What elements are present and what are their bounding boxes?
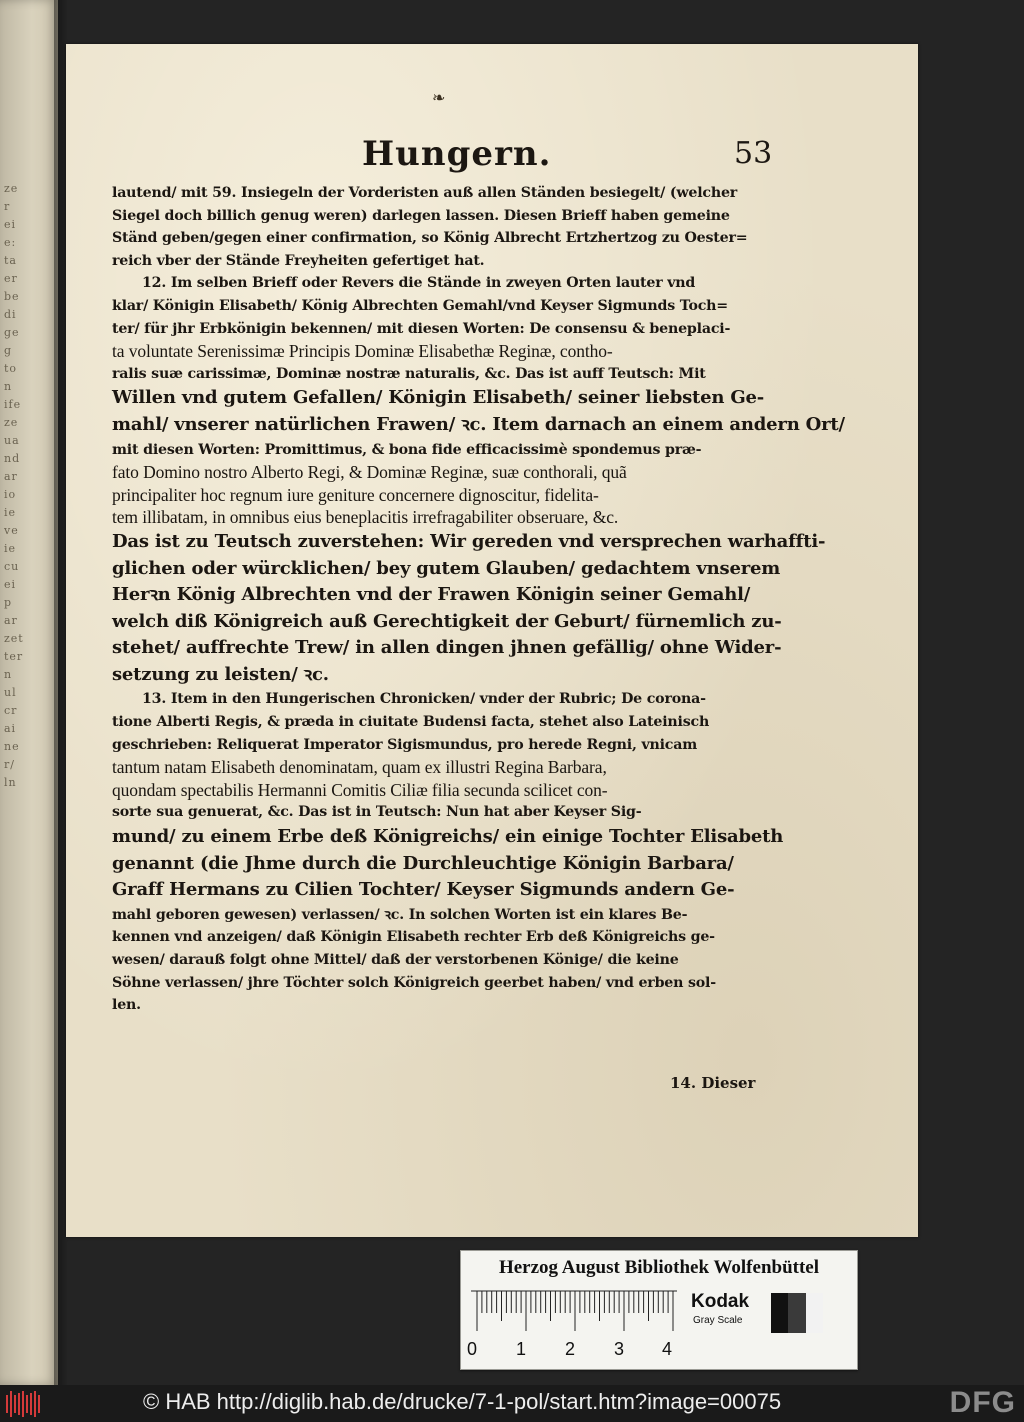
text-line: wesen/ darauß folgt ohne Mittel/ daß der verstorbenen Könige/ die keine <box>112 952 679 968</box>
margin-fragment: r/ <box>4 758 15 771</box>
ruler-number: 0 <box>467 1339 478 1359</box>
page-ornament: ❧ <box>432 88 446 107</box>
margin-fragment: ul <box>4 686 17 699</box>
neighbour-page-edge <box>0 0 58 1385</box>
barcode-icon <box>6 1391 40 1417</box>
neighbour-page-margin-text <box>4 180 44 792</box>
margin-fragment: ie <box>4 542 17 555</box>
text-line: 12. Im selben Brieff oder Revers die Stände in zweyen Orten lauter vnd <box>142 275 696 292</box>
ruler-numbers <box>461 1339 701 1361</box>
margin-fragment: ar <box>4 470 18 483</box>
margin-fragment: e: <box>4 236 17 249</box>
margin-fragment: n <box>4 380 13 393</box>
ruler-icon <box>471 1289 677 1335</box>
page-header <box>66 134 918 178</box>
text-line: Söhne verlassen/ jhre Töchter solch Königreich geerbet haben/ vnd erben sol- <box>112 974 716 991</box>
margin-fragment: r <box>4 200 11 213</box>
margin-fragment: cr <box>4 704 18 717</box>
margin-fragment: ei <box>4 218 17 231</box>
margin-fragment: ai <box>4 722 17 735</box>
text-line: mit diesen Worten: Promittimus, & bona fide efficacissimè spondemus præ- <box>112 441 702 458</box>
ruler-number: 1 <box>516 1339 527 1359</box>
text-line: mund/ zu einem Erbe deß Königreichs/ ein einige Tochter Elisabeth <box>112 826 784 848</box>
text-line: setzung zu leisten/ ꝛc. <box>112 663 329 685</box>
text-line: Siegel doch billich genug weren) darlegen lassen. Diesen Brieff haben gemeine <box>112 207 730 224</box>
text-line: stehet/ auffrechte Trew/ in allen dingen jhnen gefällig/ ohne Wider- <box>112 637 782 659</box>
catchword: 14. Dieser <box>670 1074 756 1092</box>
text-line: Graff Hermans zu Cilien Tochter/ Keyser Sigmunds andern Ge- <box>112 879 735 901</box>
text-line: ralis suæ carissimæ, Dominæ nostræ naturalis, &c. Das ist auff Teutsch: Mit <box>112 365 706 382</box>
text-line: geschrieben: Reliquerat Imperator Sigismundus, pro herede Regni, vnicam <box>112 736 698 753</box>
margin-fragment: ve <box>4 524 19 537</box>
text-line: Herꝛn König Albrechten vnd der Frawen Königin seiner Gemahl/ <box>112 584 751 606</box>
book-page <box>66 44 918 1237</box>
margin-fragment: io <box>4 488 17 501</box>
ruler-number: 4 <box>662 1339 673 1359</box>
margin-fragment: ze <box>4 416 19 429</box>
text-line: glichen oder würcklichen/ bey gutem Glauben/ gedachtem vnserem <box>112 557 781 579</box>
margin-fragment: ze <box>4 182 19 195</box>
margin-fragment: ar <box>4 614 18 627</box>
text-line: tem illibatam, in omnibus eius beneplacitis irrefragabiliter obseruare, &c. <box>112 507 619 528</box>
margin-fragment: ge <box>4 326 20 339</box>
gray-patch <box>771 1293 788 1333</box>
text-line: sorte sua genuerat, &c. Das ist in Teutsch: Nun hat aber Keyser Sig- <box>112 804 642 821</box>
margin-fragment: di <box>4 308 17 321</box>
margin-fragment: ne <box>4 740 20 753</box>
margin-fragment: to <box>4 362 18 375</box>
margin-fragment: ua <box>4 434 20 447</box>
text-line: tione Alberti Regis, & præda in ciuitate Budensi facta, stehet also Lateinisch <box>112 714 710 731</box>
margin-fragment: n <box>4 668 13 681</box>
margin-fragment: nd <box>4 452 21 465</box>
kodak-brand: Kodak <box>691 1291 750 1312</box>
margin-fragment: ter <box>4 650 24 663</box>
copyright-link[interactable]: © HAB http://diglib.hab.de/drucke/7-1-pol/start.htm?image=00075 <box>143 1389 782 1414</box>
margin-fragment: be <box>4 290 20 303</box>
margin-fragment: zet <box>4 632 24 645</box>
footer-bar <box>0 1385 1024 1422</box>
text-line: Ständ geben/gegen einer confirmation, so König Albrecht Ertzhertzog zu Oester= <box>112 230 748 247</box>
text-line: fato Domino nostro Alberto Regi, & Dominæ Reginæ, suæ conthorali, quã <box>112 462 627 483</box>
library-color-target-label <box>460 1250 858 1370</box>
text-line: kennen vnd anzeigen/ daß Königin Elisabeth rechter Erb deß Königreichs ge- <box>112 929 715 946</box>
text-line: 13. Item in den Hungerischen Chronicken/ vnder der Rubric; De corona- <box>142 691 706 708</box>
text-line: reich vber der Stände Freyheiten gefertiget hat. <box>112 252 485 269</box>
text-line: lautend/ mit 59. Insiegeln der Vorderisten auß allen Ständen besiegelt/ (welcher <box>112 185 738 201</box>
ruler-number: 2 <box>565 1339 576 1359</box>
text-line: Willen vnd gutem Gefallen/ Königin Elisabeth/ seiner liebsten Ge- <box>112 387 765 409</box>
ruler-number: 3 <box>614 1339 625 1359</box>
text-line: tantum natam Elisabeth denominatam, quam ex illustri Regina Barbara, <box>112 757 607 778</box>
text-line: Das ist zu Teutsch zuverstehen: Wir gereden vnd versprechen warhaffti- <box>112 530 826 552</box>
margin-fragment: g <box>4 344 13 357</box>
library-name: Herzog August Bibliothek Wolfenbüttel <box>498 1257 820 1278</box>
gray-scale-caption: Gray Scale <box>693 1315 743 1326</box>
gray-patch <box>788 1293 805 1333</box>
text-line: mahl geboren gewesen) verlassen/ ꝛc. In solchen Worten ist ein klares Be- <box>112 906 688 923</box>
running-head: Hungern. <box>362 134 552 174</box>
margin-fragment: cu <box>4 560 20 573</box>
text-line: welch diß Königreich auß Gerechtigkeit der Geburt/ fürnemlich zu- <box>112 610 782 632</box>
text-line: principaliter hoc regnum iure geniture concernere dignoscitur, fidelita- <box>112 484 599 505</box>
dfg-logo: DFG <box>949 1386 1016 1419</box>
margin-fragment: ie <box>4 506 17 519</box>
text-line: len. <box>112 997 141 1014</box>
text-line: genannt (die Jhme durch die Durchleuchtige Königin Barbara/ <box>112 852 734 874</box>
page-body-text <box>112 182 845 1017</box>
text-line: klar/ Königin Elisabeth/ König Albrechten Gemahl/vnd Keyser Sigmunds Toch= <box>112 297 728 314</box>
margin-fragment: ta <box>4 254 17 267</box>
text-line: mahl/ vnserer natürlichen Frawen/ ꝛc. Item darnach an einem andern Ort/ <box>112 413 845 435</box>
page-number: 53 <box>734 136 773 171</box>
text-line: ter/ für jhr Erbkönigin bekennen/ mit diesen Worten: De consensu & beneplaci- <box>112 320 731 337</box>
text-line: quondam spectabilis Hermanni Comitis Ciliæ filia secunda scilicet con- <box>112 779 608 800</box>
gray-patch <box>806 1293 823 1333</box>
margin-fragment: ei <box>4 578 17 591</box>
margin-fragment: ife <box>4 398 22 411</box>
text-line: ta voluntate Serenissimæ Principis Dominæ Elisabethæ Reginæ, contho- <box>112 341 613 362</box>
margin-fragment: ln <box>4 776 17 789</box>
gray-scale-patches <box>771 1293 823 1333</box>
margin-fragment: er <box>4 272 18 285</box>
margin-fragment: p <box>4 596 13 609</box>
